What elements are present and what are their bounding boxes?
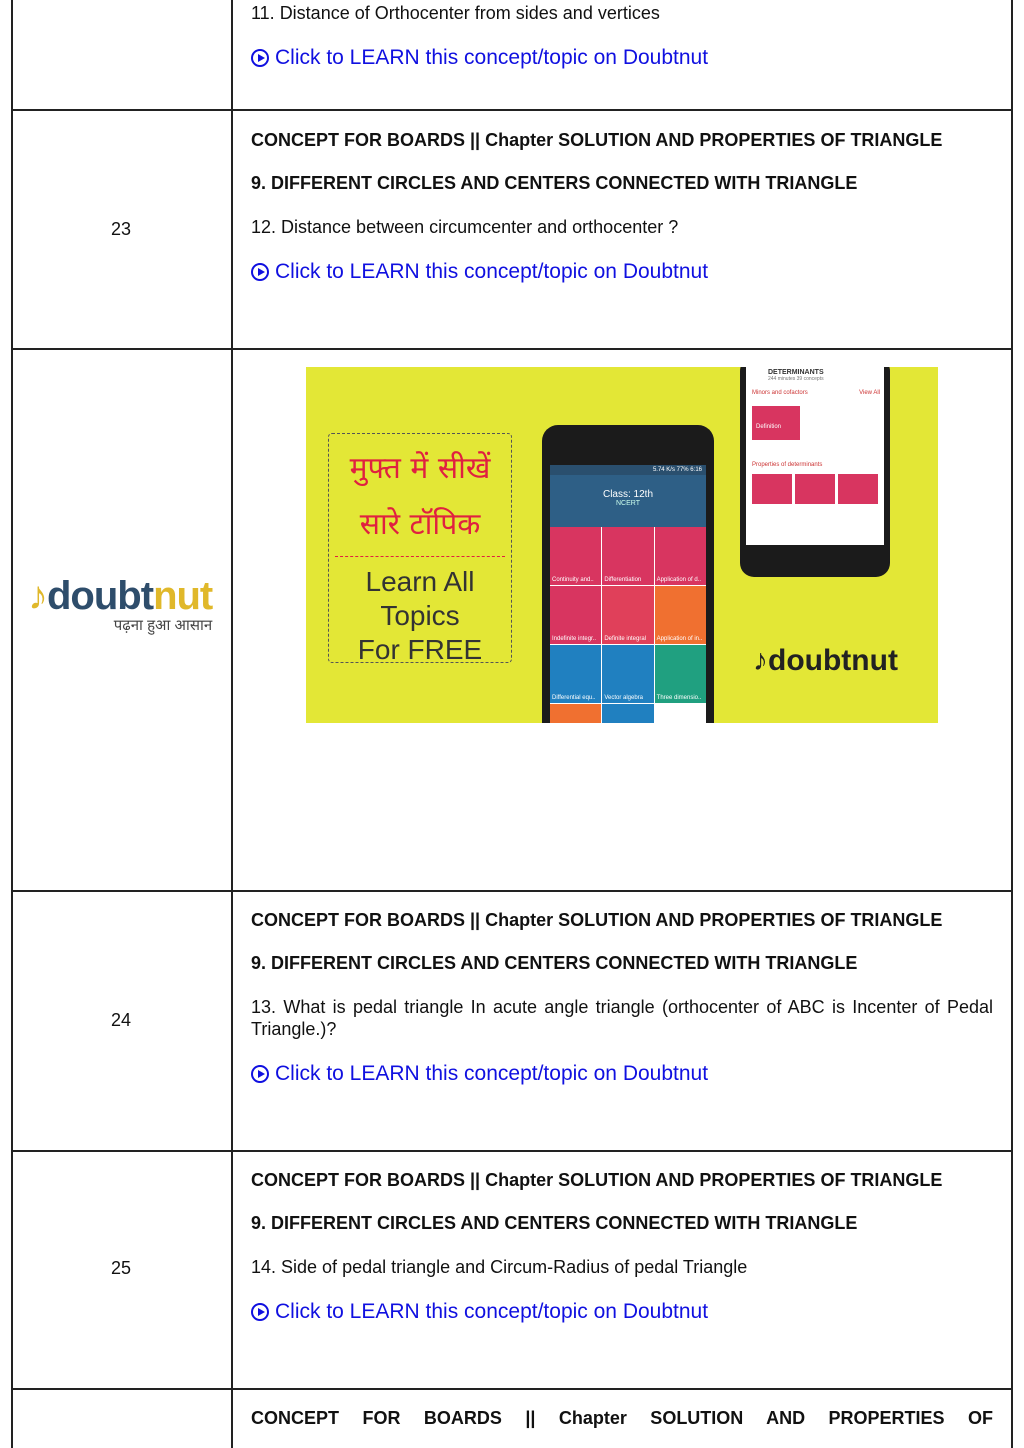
topic-tile-label: Differential equ..	[552, 695, 596, 701]
topic-tile	[655, 704, 706, 723]
topic-tile-label: Definite integral	[604, 636, 647, 642]
topic-tile-label: Differentiation	[604, 577, 642, 583]
concept-text: 14. Side of pedal triangle and Circum-Radius of pedal Triangle	[251, 1257, 748, 1277]
board-label: NCERT	[616, 500, 640, 507]
learn-line-1: Learn All	[365, 566, 475, 597]
concept-title: CONCEPT FOR BOARDS || Chapter SOLUTION AND PROPERTIES OF TRIANGLE	[251, 910, 943, 930]
logo-tagline: पढ़ना हुआ आसान	[113, 617, 213, 634]
concept-title: CONCEPT FOR BOARDS || Chapter SOLUTION AND PROPERTIES OF TRIANGLE	[251, 1170, 943, 1190]
promo-text-box	[328, 433, 512, 663]
topic-tile-label: Three dimensio..	[656, 695, 702, 701]
topic-tile	[550, 527, 601, 585]
concept-text: 13. What is pedal triangle In acute angle triangle (orthocenter of ABC is Incenter of Pedal Triangle.)?	[251, 997, 993, 1039]
topic-tile-label: Continuity and..	[552, 577, 594, 583]
doubtnut-logo: ♪doubtnut पढ़ना हुआ आसान	[28, 574, 213, 634]
banner-note-icon: ♪	[753, 644, 768, 677]
play-circle-icon	[251, 49, 269, 67]
topic-tile	[655, 645, 706, 703]
topic-grid	[550, 527, 706, 723]
status-bar: 5.74 K/s 77% 6:16	[550, 465, 706, 475]
learn-line-2: Topics	[380, 600, 460, 631]
phone2-view-all: View All	[859, 390, 880, 396]
topic-tile	[602, 645, 653, 703]
topic-tile-label: Vector algebra	[604, 695, 644, 701]
topic-tile	[550, 586, 601, 644]
phone2-subtitle: 244 minutes 39 concepts	[768, 376, 824, 382]
learn-line-3: For FREE	[357, 634, 483, 665]
topic-tile-label: Application of in..	[656, 636, 703, 642]
play-circle-icon	[251, 263, 269, 281]
section-heading: 9. DIFFERENT CIRCLES AND CENTERS CONNECTED WITH TRIANGLE	[251, 173, 858, 193]
table-row	[11, 0, 1013, 111]
topic-tile	[602, 527, 653, 585]
section-heading: 9. DIFFERENT CIRCLES AND CENTERS CONNECTED WITH TRIANGLE	[251, 953, 858, 973]
phone2-section-2: Properties of determinants	[752, 462, 823, 468]
table-row	[11, 1150, 1013, 1390]
topic-tile	[550, 645, 601, 703]
topic-tile	[602, 704, 653, 723]
concept-title: CONCEPT FOR BOARDS || Chapter SOLUTION AND PROPERTIES OF TRIANGLE	[251, 130, 943, 150]
phone-mockup-right	[740, 367, 890, 577]
table-row	[11, 109, 1013, 350]
learn-link[interactable]: Click to LEARN this concept/topic on Doubtnut	[251, 260, 993, 284]
class-label: Class: 12th	[602, 489, 654, 500]
play-circle-icon	[251, 1303, 269, 1321]
topic-tile-label: Application of d..	[656, 577, 702, 583]
banner-logo: ♪doubtnut	[753, 644, 898, 677]
topic-tile-label: Indefinite integr..	[552, 636, 597, 642]
phone2-title: DETERMINANTS	[768, 369, 824, 376]
table-row	[11, 890, 1013, 1152]
concept-text: 12. Distance between circumcenter and orthocenter ?	[251, 217, 679, 237]
topic-tile	[655, 586, 706, 644]
concept-text: 11. Distance of Orthocenter from sides and vertices	[251, 3, 660, 23]
row-number: 24	[110, 1010, 132, 1030]
phone2-section-1: Minors and cofactors	[752, 390, 808, 396]
logo-note-icon: ♪	[28, 574, 47, 618]
row-number: 25	[110, 1258, 132, 1278]
topic-tile	[602, 586, 653, 644]
learn-link[interactable]: Click to LEARN this concept/topic on Doubtnut	[251, 1300, 993, 1324]
topic-tile	[655, 527, 706, 585]
topic-tile	[550, 704, 601, 723]
learn-link[interactable]: Click to LEARN this concept/topic on Doubtnut	[251, 1062, 993, 1086]
table-row	[11, 1388, 1013, 1448]
hindi-line-1: मुफ्त में सीखें	[349, 451, 491, 486]
phone2-definition-tile: Definition	[752, 406, 800, 440]
play-circle-icon	[251, 1065, 269, 1083]
section-heading: 9. DIFFERENT CIRCLES AND CENTERS CONNECTED WITH TRIANGLE	[251, 1213, 858, 1233]
hindi-line-2: सारे टॉपिक	[359, 507, 481, 542]
concept-title: CONCEPT FOR BOARDS || Chapter SOLUTION AND PROPERTIES OF	[251, 1408, 993, 1428]
learn-link[interactable]: Click to LEARN this concept/topic on Doubtnut	[251, 46, 993, 70]
row-number: 23	[110, 219, 132, 239]
phone-mockup-left	[542, 425, 714, 723]
promo-banner[interactable]	[306, 367, 938, 723]
